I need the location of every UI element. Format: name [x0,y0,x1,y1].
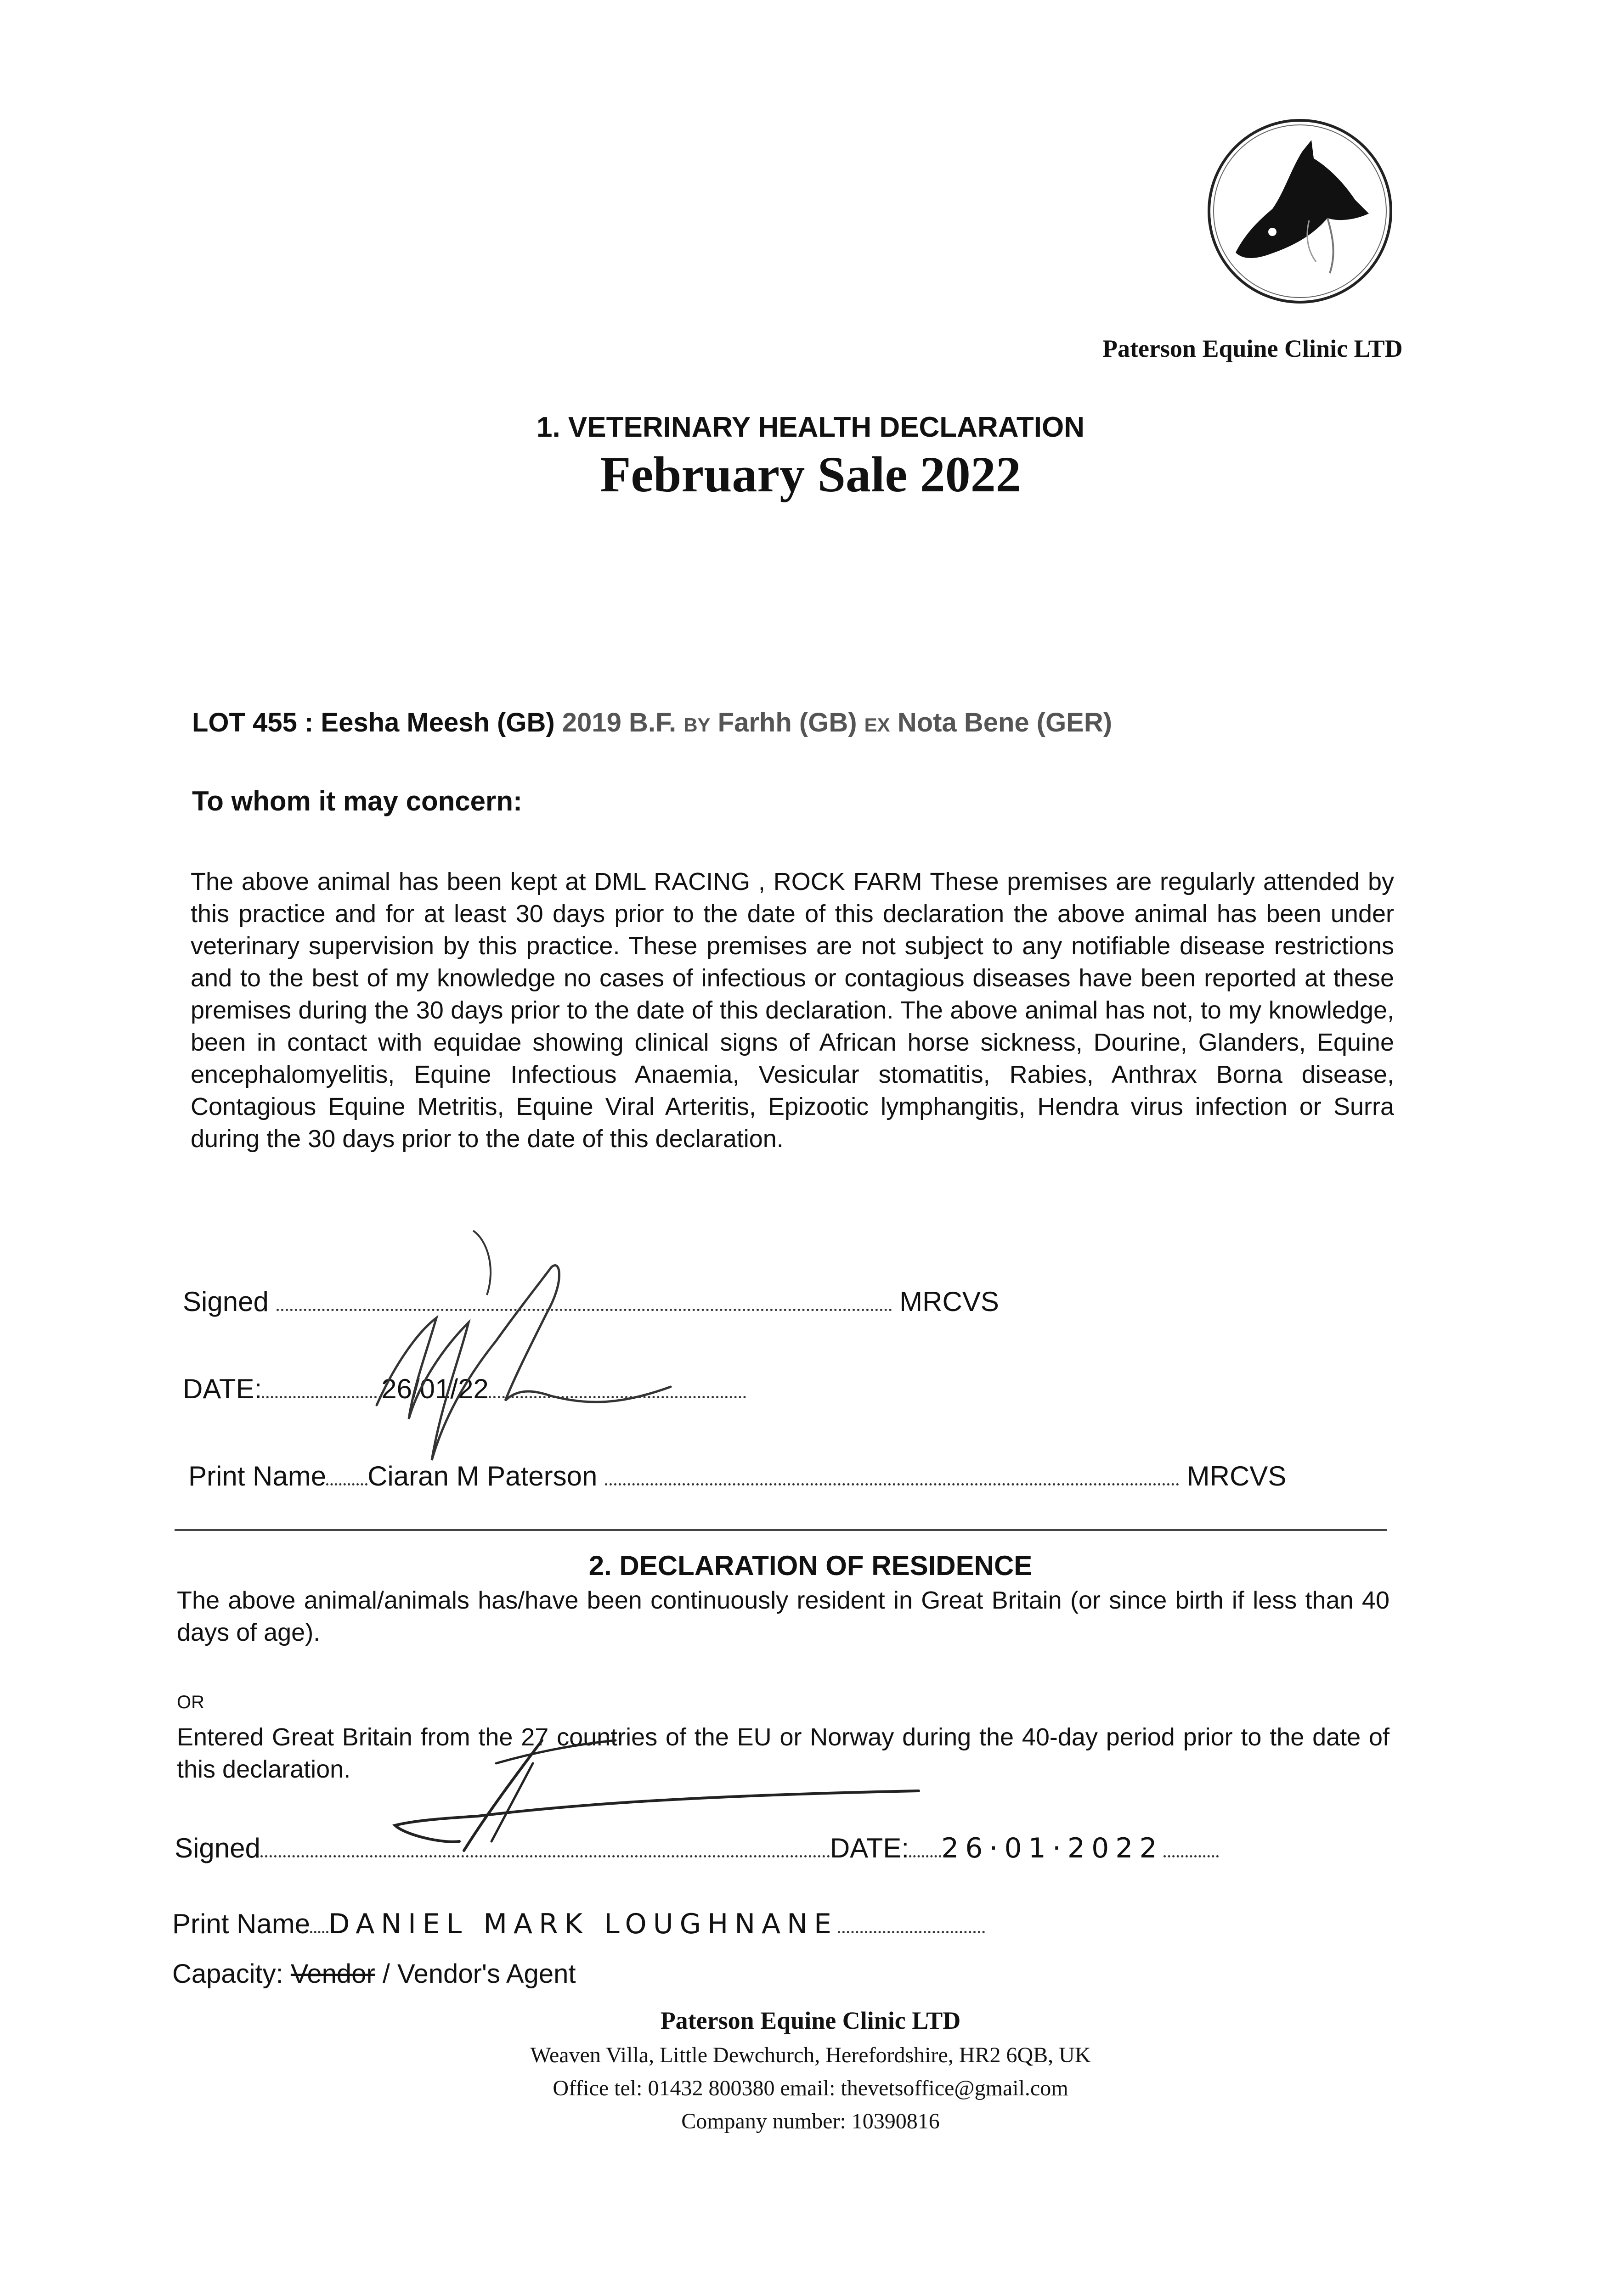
mrcvs-label-2: MRCVS [1186,1461,1287,1491]
signature-icon [377,1736,974,1864]
print-name-value: Ciaran M Paterson [367,1461,598,1491]
section-2-title: 2. DECLARATION OF RESIDENCE [588,1550,1033,1581]
mrcvs-label: MRCVS [899,1286,999,1317]
footer-clinic-name: Paterson Equine Clinic LTD [660,2007,961,2034]
by-label: BY [683,714,711,736]
footer [0,2002,1621,2138]
date-value: 26/01/22 [381,1373,489,1404]
date-label: DATE: [183,1373,262,1404]
section-1-title: 1. VETERINARY HEALTH DECLARATION [537,411,1084,443]
footer-company-number: Company number: 10390816 [681,2109,940,2133]
or-label: OR [177,1692,204,1712]
footer-address: Weaven Villa, Little Dewchurch, Herefordshire, HR2 6QB, UK [530,2043,1091,2067]
print-name-label-2: Print Name [172,1908,311,1939]
declaration-body: The above animal has been kept at DML RACING , ROCK FARM These premises are regularly attended by this practice and for at least 30 days prior to the date of this declaration the above animal has been under veterinary supervision by this practice. These premises are not subject to any notifiable disease restrictions and to the best of my knowledge no cases of infectious or contagious diseases have been reported at these premises during the 30 days prior to the date of this declaration. The above animal has not, to my knowledge, been in contact with equidae showing clinical signs of African horse sickness, Dourine, Glanders, Equine encephalomyelitis, Equine Infectious Anaemia, Vesicular stomatitis, Rabies, Anthrax Borna disease, Contagious Equine Metritis, Equine Viral Arteritis, Epizootic lymphangitis, Hendra virus infection or Surra during the 30 days prior to the date of this declaration. [191,868,1394,1153]
salutation: To whom it may concern: [192,786,522,816]
footer-contact: Office tel: 01432 800380 email: thevetsoffice@gmail.com [553,2076,1068,2100]
capacity-line [172,1958,576,1989]
print-name-line-2 [172,1908,985,1940]
signed-label-2: Signed [175,1833,260,1863]
capacity-vendor-struck: Vendor [290,1959,375,1989]
date-label-2: DATE: [830,1833,909,1863]
lot-line [192,707,1112,738]
horse-name: Eesha Meesh (GB) [321,708,555,737]
signed-label: Signed [183,1286,269,1317]
print-name-value-2: DANIEL MARK LOUGHNANE [328,1908,838,1940]
print-name-label: Print Name [188,1461,327,1491]
lot-prefix: LOT 455 : [192,708,321,737]
horse-head-logo-icon [1203,115,1396,308]
date-value-2: 26·01·2022 [941,1832,1164,1864]
entered-text: Entered Great Britain from the 27 countries of the EU or Norway during the 40-day period prior to the date of this declaration. [177,1723,1389,1783]
capacity-agent: / Vendor's Agent [375,1959,576,1989]
year-sex: 2019 B.F. [562,708,677,737]
residence-text: The above animal/animals has/have been continuously resident in Great Britain (or since birth if less than 40 days of age). [177,1587,1389,1646]
signature-icon [322,1212,698,1497]
sire: Farhh (GB) [717,708,857,737]
clinic-name-header: Paterson Equine Clinic LTD [1102,335,1403,362]
capacity-label: Capacity: [172,1959,291,1989]
dam: Nota Bene (GER) [897,708,1113,737]
ex-label: EX [864,714,890,736]
sale-title: February Sale 2022 [600,446,1021,502]
section-divider [175,1529,1387,1531]
